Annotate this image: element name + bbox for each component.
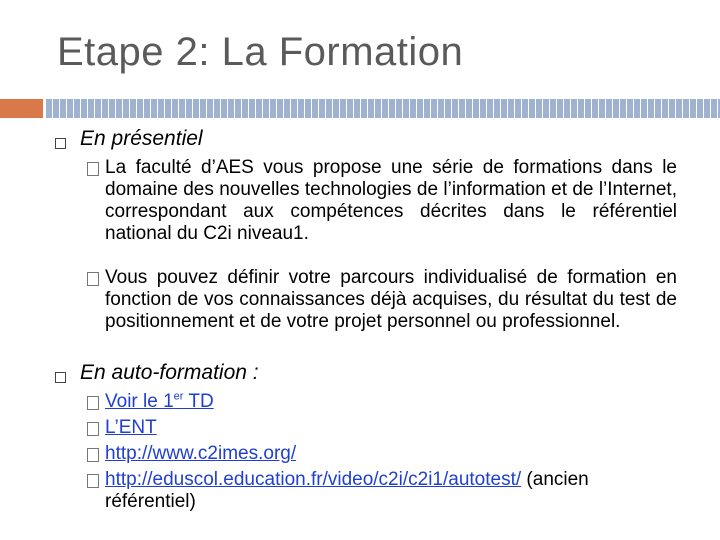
paragraph-faculte: La faculté d’AES vous propose une série de formations dans le domaine des nouvelles technologies de l’information et de l’Internet, correspondant aux compétences décrites dans le référentiel national du C2i niveau1. bbox=[105, 157, 677, 244]
slide-title: Etape 2: La Formation bbox=[57, 30, 464, 74]
paragraph-parcours: Vous pouvez définir votre parcours individualisé de formation en fonction de vos connaissances déjà acquises, du résultat du test de positionnement et de votre projet personnel ou professionnel. bbox=[105, 267, 677, 332]
section-heading-presentiel: En présentiel bbox=[80, 127, 203, 150]
eduscol-item bbox=[105, 469, 677, 513]
checkbox-bullet-icon bbox=[87, 448, 99, 462]
link-eduscol[interactable]: http://eduscol.education.fr/video/c2i/c2i1/autotest/ bbox=[105, 469, 522, 490]
link-text: Voir le 1 bbox=[105, 391, 174, 412]
title-accent-bar-blue bbox=[46, 99, 720, 118]
section-heading-autoformation: En auto-formation : bbox=[80, 361, 259, 384]
section-bullet-icon bbox=[55, 372, 66, 383]
checkbox-bullet-icon bbox=[87, 272, 99, 286]
superscript: er bbox=[173, 390, 184, 403]
section-bullet-icon bbox=[55, 138, 66, 149]
checkbox-bullet-icon bbox=[87, 396, 99, 410]
link-ent[interactable]: L’ENT bbox=[105, 417, 157, 438]
link-text: TD bbox=[183, 391, 214, 412]
link-c2imes[interactable]: http://www.c2imes.org/ bbox=[105, 443, 297, 464]
eduscol-suffix: (ancien référentiel) bbox=[105, 469, 589, 512]
link-premier-td[interactable] bbox=[105, 391, 677, 413]
title-accent-bar-orange bbox=[0, 99, 43, 118]
checkbox-bullet-icon bbox=[87, 474, 99, 488]
checkbox-bullet-icon bbox=[87, 422, 99, 436]
checkbox-bullet-icon bbox=[87, 162, 99, 176]
